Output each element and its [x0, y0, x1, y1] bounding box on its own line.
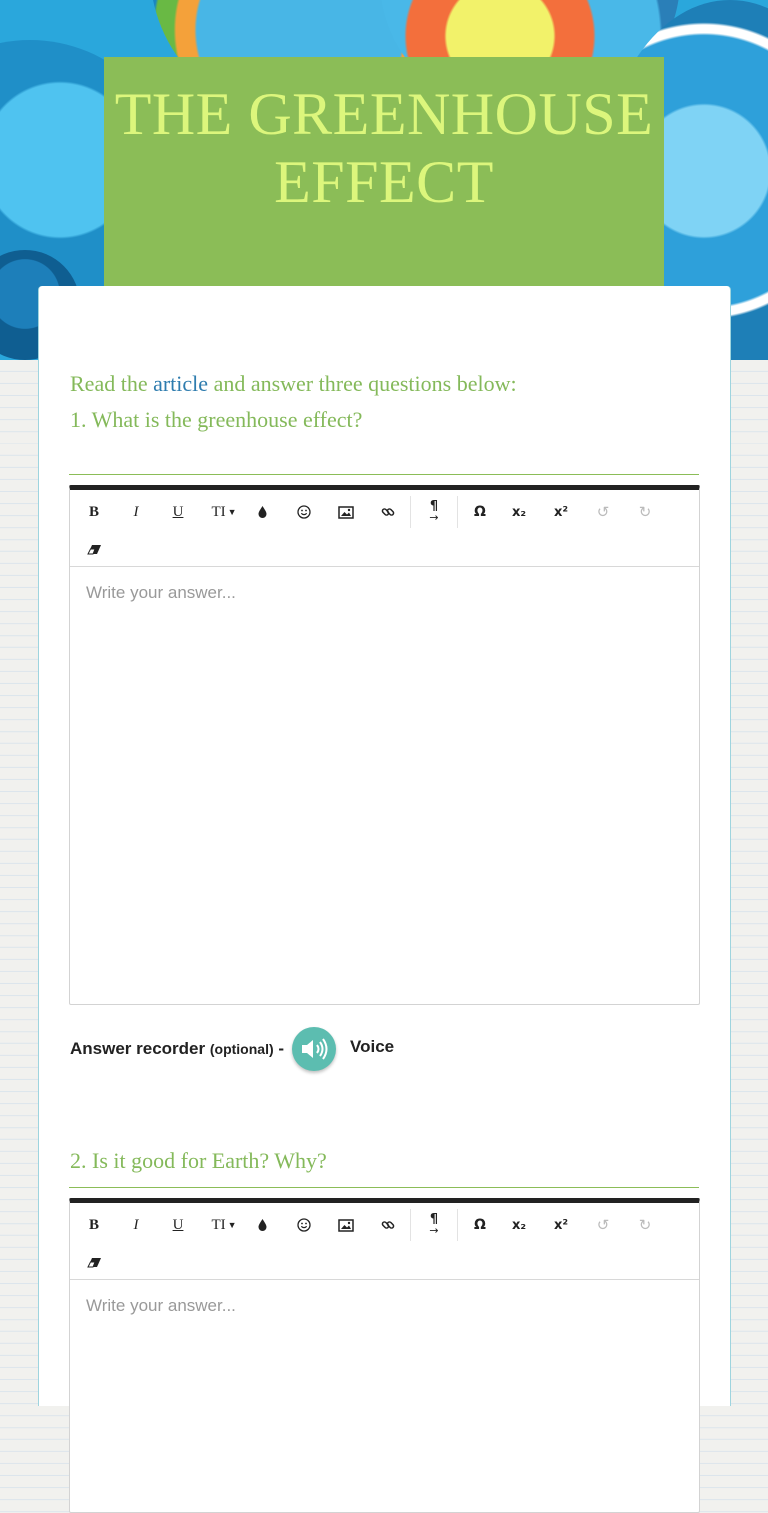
answer-textarea-2[interactable]: Write your answer...	[86, 1296, 236, 1315]
recorder-label	[70, 1039, 284, 1059]
toolbar-separator	[457, 496, 458, 528]
question-1: 1. What is the greenhouse effect?	[70, 407, 363, 432]
toolbar-separator	[457, 1209, 458, 1241]
eraser-icon	[87, 544, 102, 555]
bold-button[interactable]: B	[88, 503, 99, 520]
question-2: 2. Is it good for Earth? Why?	[70, 1148, 327, 1173]
speaker-icon	[299, 1036, 329, 1062]
paragraph-icon: ¶	[429, 1212, 439, 1227]
bold-button[interactable]: B	[88, 1216, 99, 1233]
insert-image-button[interactable]	[330, 497, 362, 527]
recorder-label-text: Answer recorder	[70, 1039, 206, 1058]
paragraph-direction-button[interactable]	[418, 1210, 450, 1240]
chevron-down-icon: ▼	[227, 507, 237, 517]
paragraph-direction-button[interactable]	[418, 497, 450, 527]
insert-image-button[interactable]	[330, 1210, 362, 1240]
link-icon	[381, 505, 395, 519]
undo-icon: ↺	[596, 1216, 610, 1234]
redo-icon: ↻	[638, 503, 652, 521]
clear-formatting-button[interactable]	[78, 1247, 110, 1277]
image-icon	[338, 506, 354, 519]
color-drop-icon	[257, 1218, 268, 1232]
text-size-icon: TI	[211, 503, 226, 520]
special-character-button[interactable]: Ω	[474, 1217, 486, 1233]
title-banner	[104, 57, 664, 288]
text-size-icon: TI	[211, 1216, 226, 1233]
smiley-icon	[297, 505, 311, 519]
undo-icon: ↺	[596, 503, 610, 521]
editor-toolbar	[70, 1203, 699, 1280]
toolbar-separator	[410, 496, 411, 528]
arrow-right-icon: →	[429, 511, 439, 524]
divider	[69, 1187, 699, 1188]
link-icon	[381, 1218, 395, 1232]
answer-recorder	[70, 1026, 394, 1072]
toolbar-separator	[410, 1209, 411, 1241]
emoji-button[interactable]	[288, 1210, 320, 1240]
italic-button[interactable]: I	[133, 1216, 139, 1233]
recorder-optional: (optional)	[209, 1041, 274, 1057]
subscript-button[interactable]: x₂	[511, 504, 527, 520]
color-drop-icon	[257, 505, 268, 519]
article-link[interactable]: article	[153, 371, 209, 396]
superscript-button[interactable]: x²	[553, 504, 569, 520]
image-icon	[338, 1219, 354, 1232]
paragraph-icon: ¶	[429, 499, 439, 514]
voice-label: Voice	[350, 1037, 395, 1056]
smiley-icon	[297, 1218, 311, 1232]
special-character-button[interactable]: Ω	[474, 504, 486, 520]
instructions-line	[70, 366, 700, 402]
instructions	[70, 366, 700, 438]
clear-formatting-button[interactable]	[78, 534, 110, 564]
page-title: THE GREENHOUSE EFFECT	[114, 81, 654, 215]
worksheet-card	[38, 286, 731, 1406]
text-size-button[interactable]	[204, 1210, 244, 1240]
underline-button[interactable]: U	[172, 503, 184, 520]
voice-record-button[interactable]	[292, 1027, 336, 1071]
underline-button[interactable]: U	[172, 1216, 184, 1233]
eraser-icon	[87, 1257, 102, 1268]
answer-textarea-1[interactable]: Write your answer...	[86, 583, 236, 602]
redo-button[interactable]	[629, 497, 661, 527]
superscript-button[interactable]: x²	[553, 1217, 569, 1233]
answer-editor-2	[69, 1198, 700, 1513]
text-size-button[interactable]	[204, 497, 244, 527]
answer-editor-1	[69, 485, 700, 1005]
undo-button[interactable]	[587, 1210, 619, 1240]
arrow-right-icon: →	[429, 1224, 439, 1237]
instructions-text: Read the	[70, 371, 154, 396]
text-color-button[interactable]	[246, 497, 278, 527]
italic-button[interactable]: I	[133, 503, 139, 520]
divider	[69, 474, 699, 475]
emoji-button[interactable]	[288, 497, 320, 527]
chevron-down-icon: ▼	[227, 1220, 237, 1230]
subscript-button[interactable]: x₂	[511, 1217, 527, 1233]
insert-link-button[interactable]	[372, 497, 404, 527]
instructions-text: and answer three questions below:	[208, 371, 517, 396]
undo-button[interactable]	[587, 497, 619, 527]
text-color-button[interactable]	[246, 1210, 278, 1240]
redo-button[interactable]	[629, 1210, 661, 1240]
insert-link-button[interactable]	[372, 1210, 404, 1240]
recorder-dash: -	[278, 1039, 285, 1058]
redo-icon: ↻	[638, 1216, 652, 1234]
editor-toolbar	[70, 490, 699, 567]
